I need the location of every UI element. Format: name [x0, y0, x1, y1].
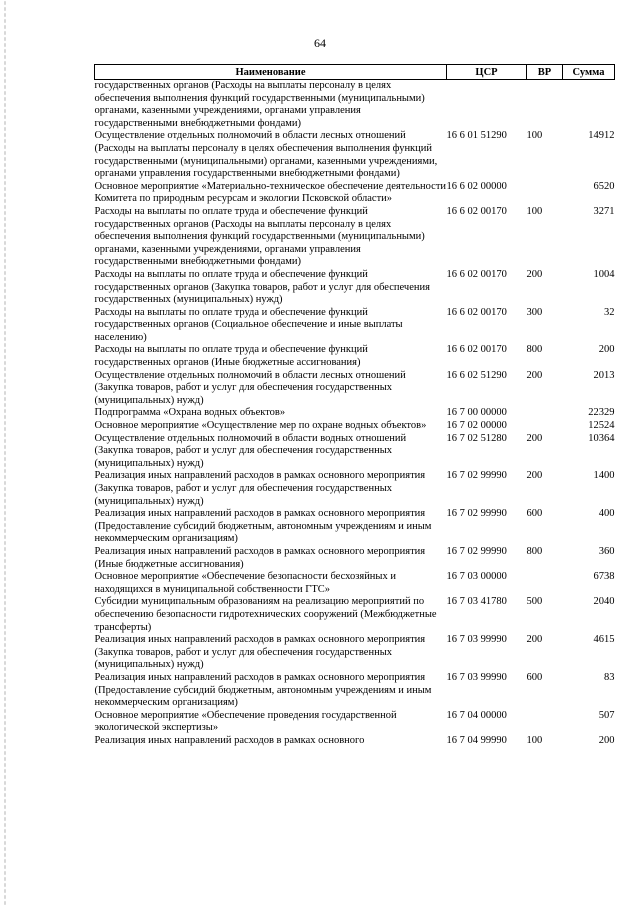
row-name: Расходы на выплаты по оплате труда и обеспечение функций государственных органов (Социальное обеспечение и иные выплаты населению)	[94, 306, 403, 343]
row-sum: 400	[598, 508, 615, 520]
row-name: Реализация иных направлений расходов в рамках основного мероприятия (Предоставление субсидий бюджетным, автономным учреждениям и иным некоммерческим организациям)	[94, 508, 432, 545]
row-code: 16 7 02 51280	[446, 432, 507, 444]
row-code: 16 7 02 99990	[446, 470, 507, 482]
table-row	[95, 269, 615, 307]
table-row	[95, 634, 615, 672]
row-name: Основное мероприятие «Осуществление мер по охране водных объектов»	[94, 420, 427, 432]
row-code	[447, 80, 527, 131]
row-sum: 6738	[593, 571, 615, 583]
table-row	[95, 80, 615, 131]
row-sum: 360	[598, 545, 615, 557]
row-name: государственных органов (Расходы на выплаты персоналу в целях обеспечения выполнения функций государственными (муниципальными) органами, казенными учреждениями, органами управления государственными внебюджетными фондами)	[94, 80, 425, 129]
row-sum: 14912	[588, 130, 615, 142]
header-sum: Сумма	[563, 65, 615, 80]
row-vr: 500	[526, 596, 543, 608]
row-code: 16 6 02 00170	[446, 306, 507, 318]
table-row	[95, 433, 615, 471]
table-body	[95, 80, 615, 748]
table-row	[95, 710, 615, 735]
row-name: Расходы на выплаты по оплате труда и обеспечение функций государственных органов (Закупка товаров, работ и услуг для обеспечения государственных (муниципальных) нужд)	[94, 268, 430, 306]
row-sum: 12524	[588, 420, 615, 432]
row-code: 16 7 03 99990	[446, 671, 507, 683]
row-vr: 100	[526, 130, 543, 142]
table-row	[95, 130, 615, 180]
table-row	[95, 181, 615, 206]
row-name: Реализация иных направлений расходов в рамках основного мероприятия (Предоставление субсидий бюджетным, автономным учреждениям и иным некоммерческим организациям)	[94, 671, 432, 709]
row-name: Реализация иных направлений расходов в рамках основного мероприятия (Закупка товаров, работ и услуг для обеспечения государственных (муниципальных) нужд)	[94, 470, 426, 507]
row-name: Основное мероприятие «Обеспечение проведения государственной экологической экспертизы»	[94, 709, 397, 734]
row-sum: 22329	[588, 407, 615, 419]
row-vr: 200	[526, 268, 543, 280]
row-name: Субсидии муниципальным образованиям на реализацию мероприятий по обеспечению безопасности гидротехнических сооружений (Межбюджетные трансферты)	[94, 596, 437, 633]
table-row	[95, 307, 615, 345]
row-code: 16 7 02 99990	[446, 545, 507, 557]
row-vr: 200	[526, 634, 543, 646]
row-vr: 600	[526, 671, 543, 683]
row-code: 16 7 00 00000	[446, 407, 507, 419]
table-row	[95, 596, 615, 634]
table-header-row	[95, 65, 615, 80]
row-sum: 4615	[593, 634, 615, 646]
row-sum: 2013	[593, 369, 615, 381]
row-name: Основное мероприятие «Обеспечение безопасности бесхозяйных и находящихся в муниципальной собственности ГТС»	[94, 571, 396, 595]
row-code: 16 7 02 99990	[446, 508, 507, 520]
row-sum: 2040	[593, 596, 615, 608]
table-row	[95, 407, 615, 420]
scan-margin-dots	[4, 0, 6, 905]
page-number: 64	[314, 36, 326, 50]
row-code: 16 7 04 99990	[446, 734, 507, 746]
table-row	[95, 546, 615, 571]
row-vr	[527, 571, 563, 596]
table-row	[95, 344, 615, 369]
row-name: Основное мероприятие «Материально-техническое обеспечение деятельности Комитета по природным ресурсам и экологии Псковской области»	[94, 180, 447, 205]
row-sum: 200	[598, 734, 615, 746]
row-name: Осуществление отдельных полномочий в области лесных отношений (Закупка товаров, работ и услуг для обеспечения государственных (муниципальных) нужд)	[94, 369, 406, 406]
row-sum: 507	[598, 709, 615, 721]
row-name: Реализация иных направлений расходов в рамках основного	[94, 734, 365, 746]
row-vr: 100	[526, 734, 543, 746]
row-sum: 6520	[593, 180, 615, 192]
row-sum: 1400	[593, 470, 615, 482]
header-vr: ВР	[527, 65, 563, 80]
row-name: Расходы на выплаты по оплате труда и обеспечение функций государственных органов (Иные бюджетные ассигнования)	[94, 344, 368, 369]
row-vr: 200	[526, 432, 543, 444]
row-vr: 100	[526, 205, 543, 217]
row-code: 16 7 02 00000	[446, 420, 507, 432]
row-vr: 800	[526, 344, 543, 356]
row-vr	[527, 710, 563, 735]
table-row	[95, 470, 615, 508]
row-sum: 83	[604, 671, 615, 683]
row-sum: 3271	[593, 205, 615, 217]
row-name: Подпрограмма «Охрана водных объектов»	[94, 407, 286, 419]
row-vr	[527, 407, 563, 420]
row-sum: 10364	[588, 432, 615, 444]
row-name: Реализация иных направлений расходов в рамках основного мероприятия (Иные бюджетные ассигнования)	[94, 545, 426, 570]
row-name: Осуществление отдельных полномочий в области водных отношений (Закупка товаров, работ и услуг для обеспечения государственных (муниципальных) нужд)	[94, 432, 407, 469]
row-vr	[527, 80, 563, 131]
row-code: 16 7 04 00000	[446, 709, 507, 721]
table-row	[95, 571, 615, 596]
row-vr: 200	[526, 470, 543, 482]
row-name: Расходы на выплаты по оплате труда и обеспечение функций государственных органов (Расходы на выплаты персоналу в целях обеспечения выполнения функций государственными (муниципальными) органами, казенными учреждениями, органами управления государственными внебюджетными фондами)	[94, 205, 425, 268]
row-vr: 200	[526, 369, 543, 381]
row-sum	[563, 80, 615, 131]
budget-table	[94, 64, 615, 747]
table-row	[95, 420, 615, 433]
row-name: Реализация иных направлений расходов в рамках основного мероприятия (Закупка товаров, работ и услуг для обеспечения государственных (муниципальных) нужд)	[94, 634, 426, 671]
row-code: 16 7 03 00000	[446, 571, 507, 583]
row-sum: 1004	[593, 268, 615, 280]
row-name: Осуществление отдельных полномочий в области лесных отношений (Расходы на выплаты персоналу в целях обеспечения выполнения функций государственными (муниципальными) органами, казенными учреждениями, органами управления государственными внебюджетными фондами)	[94, 130, 438, 180]
row-code: 16 6 02 00170	[446, 344, 507, 356]
row-code: 16 6 02 00170	[446, 268, 507, 280]
row-sum: 32	[604, 306, 615, 318]
row-vr: 600	[526, 508, 543, 520]
header-name: Наименование	[95, 65, 447, 80]
table-row	[95, 735, 615, 748]
table-row	[95, 206, 615, 269]
row-vr	[527, 181, 563, 206]
header-code: ЦСР	[447, 65, 527, 80]
row-code: 16 6 02 00170	[446, 205, 507, 217]
row-sum: 200	[598, 344, 615, 356]
table-row	[95, 508, 615, 546]
row-code: 16 7 03 41780	[446, 596, 507, 608]
row-code: 16 6 02 00000	[446, 180, 507, 192]
row-vr	[527, 420, 563, 433]
table-row	[95, 672, 615, 710]
row-code: 16 6 02 51290	[446, 369, 507, 381]
row-code: 16 7 03 99990	[446, 634, 507, 646]
table-row	[95, 370, 615, 408]
row-vr: 800	[526, 545, 543, 557]
row-code: 16 6 01 51290	[446, 130, 507, 142]
row-vr: 300	[526, 306, 543, 318]
